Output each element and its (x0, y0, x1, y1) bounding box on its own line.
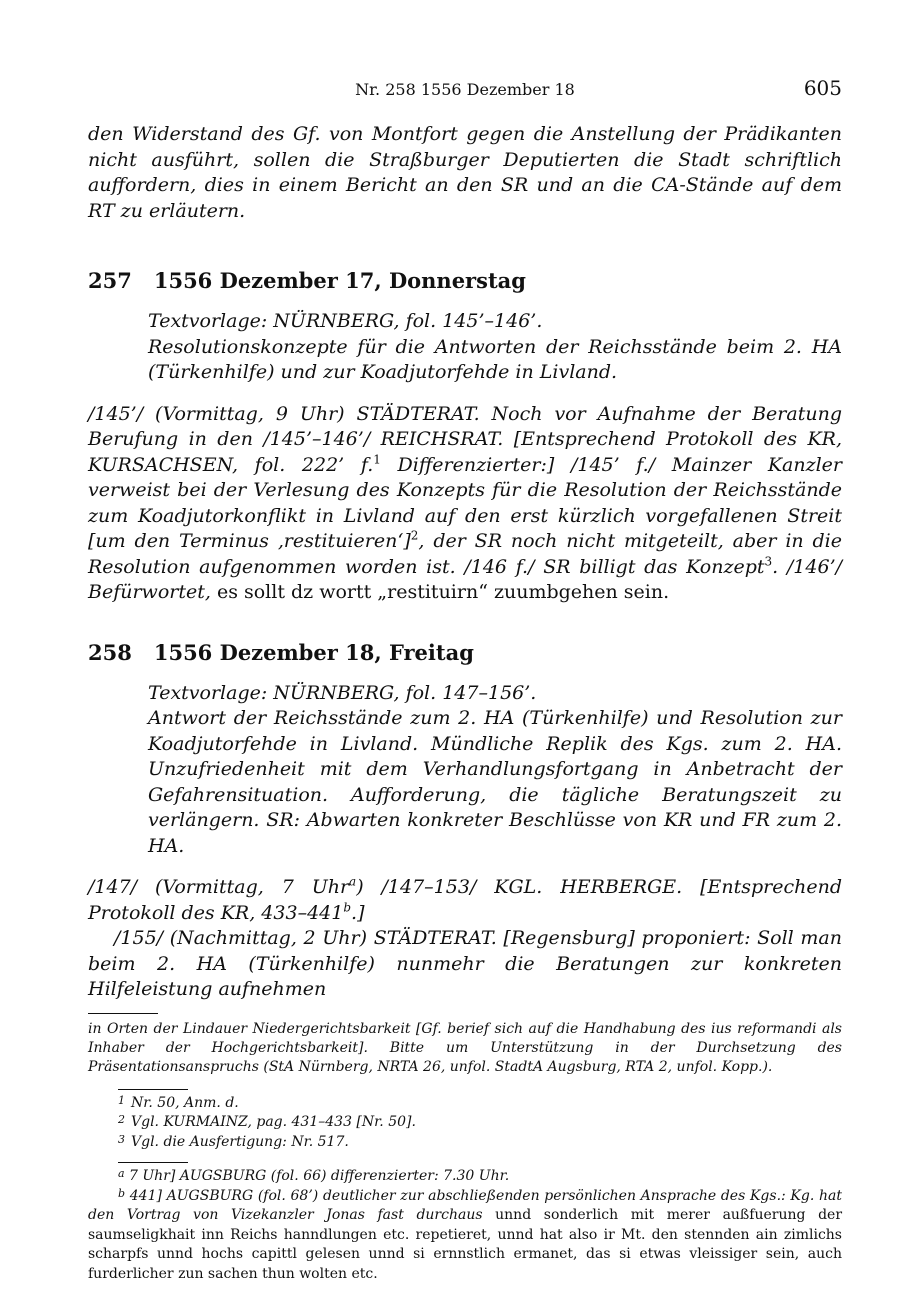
footnote-ref-3: 3 (764, 554, 773, 569)
entry-summary: Resolutionskonzepte für die Antworten der Reichsstände beim 2. HA (Türkenhilfe) und zur Koadjutorfehde in Livland. (148, 335, 842, 383)
entry-257-meta (148, 309, 842, 386)
quoted-source-text: es sollt dz wortt „restituirn“ zuumbgehen sein. (210, 581, 670, 603)
entry-date: 1556 Dezember 17, Donnerstag (153, 268, 526, 293)
footnote-ref-2: 2 (410, 528, 419, 543)
footnote-mark: 1 (118, 1093, 125, 1107)
text-note-ref-a: a (349, 874, 357, 889)
entry-258-heading (88, 640, 842, 665)
footnote-mark: 3 (118, 1132, 125, 1146)
entry-258-paragraph-2: /155/ (Nachmittag, 2 Uhr) STÄDTERAT. [Regensburg] proponiert: Soll man beim 2. HA (Türkenhilfe) nunmehr die Beratungen zur konkreten Hilfeleistung aufnehmen (88, 927, 842, 1000)
footnote-text: Vgl. KURMAINZ, pag. 431–433 [Nr. 50]. (131, 1114, 416, 1130)
text-note-mark: b (118, 1186, 126, 1200)
footnote-text: Vgl. die Ausfertigung: Nr. 517. (131, 1133, 349, 1150)
text-note-a (88, 1167, 842, 1187)
text-notes-divider (118, 1162, 188, 1163)
footnote-text: Nr. 50, Anm. d. (131, 1094, 239, 1111)
text-note-text: 7 Uhr] AUGSBURG (fol. 66) differenzierter: 7.30 Uhr. (129, 1168, 510, 1184)
entry-number: 257 (88, 268, 132, 293)
footnotes (88, 1094, 842, 1153)
footnote-2 (118, 1113, 842, 1133)
notes-divider (88, 1013, 158, 1014)
entry-summary: Antwort der Reichsstände zum 2. HA (Türkenhilfe) und Resolution zur Koadjutorfehde in Livland. Mündliche Replik des Kgs. zum 2. HA. Unzufriedenheit mit dem Verhandlungsfortgang in Anbetracht der Gefahrensituation. Aufforderung, die tägliche Beratungszeit zu verlängern. SR: Abwarten konkreter Beschlüsse von KR und FR zum 2. HA. (148, 707, 842, 857)
note-text: in Orten der Lindauer Niedergerichtsbarkeit [Gf. berief sich auf die Handhabung des ius reformandi als Inhaber der Hochgerichtsbarkeit]. Bitte um Unterstützung in der Durchsetzung des Präsentationsanspruchs (StA Nürnberg, NRTA 26, unfol. StadtA Augsburg, RTA 2, unfol. Kopp.). (88, 1020, 842, 1075)
footnote-3 (118, 1133, 842, 1153)
entry-258-paragraph-1 (88, 875, 842, 926)
footnote-mark: 2 (118, 1113, 125, 1126)
body-text: Differenzierter:] /145’ f./ Mainzer Kanzler verweist bei der Verlesung des Konzepts für die Resolution der Reichsstände zum Koadjutorkonflikt in Livland auf den erst kürzlich vorgefallenen Streit [um den Terminus ‚restituieren‘] (88, 453, 843, 552)
text-note-ref-b: b (343, 900, 352, 915)
entry-date: 1556 Dezember 18, Freitag (153, 639, 474, 665)
source-line: Textvorlage: NÜRNBERG, fol. 147–156’. (148, 681, 537, 704)
document-page (88, 70, 842, 1284)
page-number: 605 (803, 76, 842, 100)
body-text: . /146’/ Befürwortet, (88, 555, 843, 603)
footnote-ref-1: 1 (373, 452, 381, 467)
running-head (88, 70, 842, 104)
text-note-text: 441] AUGSBURG (fol. 68’) deutlicher zur abschließenden persönlichen Ansprache des Kgs.: Kg. hat den Vortrag von Vizekanzler Jonas fast durchaus (88, 1187, 842, 1223)
footnotes-divider (118, 1089, 188, 1090)
carryover-note (88, 1020, 842, 1077)
body-text: /147/ (Vormittag, 7 Uhr (88, 876, 350, 898)
text-note-mark: a (118, 1167, 125, 1180)
footnote-1 (118, 1094, 842, 1114)
entry-number: 258 (88, 639, 132, 665)
quoted-source-text: unnd sonderlich mit merer außfuerung der saumseligkhait inn Reichs hanndlungen etc. repetieret, unnd hat also ir Mt. den stennden ain zimlichs scharpfs unnd hochs capittl gelesen unnd si ernnstlich ermanet, das si etwas vleissiger sein, auch furderlicher zun sachen thun wolten etc. (88, 1207, 843, 1282)
body-text: .] (351, 901, 365, 924)
text-note-b (88, 1187, 842, 1285)
text-notes (88, 1167, 842, 1284)
entry-257-heading (88, 268, 842, 293)
running-title: Nr. 258 1556 Dezember 18 (355, 80, 575, 99)
body-text: /145’/ (Vormittag, 9 Uhr) STÄDTERAT. Noch vor Aufnahme der Beratung Berufung in den /145’–146’/ REICHSRAT. [Entsprechend Protokoll des KR, KURSACHSEN, fol. 222’ f. (88, 402, 842, 476)
source-line: Textvorlage: NÜRNBERG, fol. 145’–146’. (148, 310, 543, 332)
body-text: ) /147–153/ KGL. HERBERGE. [Entsprechend Protokoll des KR, 433–441 (88, 876, 842, 924)
body-text: , der SR noch nicht mitgeteilt, aber in die Resolution aufgenommen worden ist. /146 f./ SR billigt das Konzept (88, 530, 842, 578)
entry-258-meta (148, 681, 842, 860)
entry-257-body (88, 402, 842, 606)
continuation-paragraph: den Widerstand des Gf. von Montfort gegen die Anstellung der Prädikanten nicht ausführt, sollen die Straßburger Deputierten die Stadt schriftlich auffordern, dies in einem Bericht an den SR und an die CA-Stände auf dem RT zu erläutern. (88, 123, 842, 222)
